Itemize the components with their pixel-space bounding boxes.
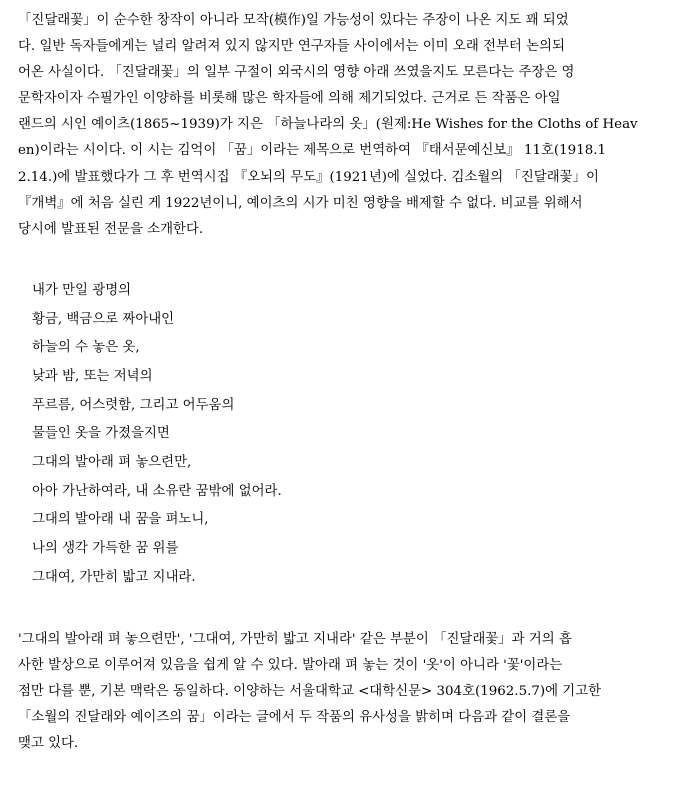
text-line: 『개벽』에 처음 실린 게 1922년이니, 예이츠의 시가 미친 영향을 배제할 수 없다. 비교를 위해서	[18, 195, 583, 211]
text-line: 사한 발상으로 이루어져 있음을 쉽게 알 수 있다. 발아래 펴 놓는 것이 '옷'이 아니라 '꽃'이라는	[18, 657, 563, 673]
poem-line: 낮과 밤, 또는 저녁의	[32, 368, 153, 384]
analysis-paragraph	[18, 627, 675, 757]
text-line: 「소월의 진달래와 예이즈의 꿈」이라는 글에서 두 작품의 유사성을 밝히며 다음과 같이 결론을	[18, 709, 571, 725]
poem-line: 그대여, 가만히 밟고 지내라.	[32, 569, 196, 585]
poem-line: 황금, 백금으로 짜아내인	[32, 311, 175, 327]
poem-line: 물들인 옷을 가졌을지면	[32, 426, 170, 442]
text-line: 당시에 발표된 전문을 소개한다.	[18, 221, 204, 237]
poem-line: 푸르름, 어스렷함, 그리고 어두움의	[32, 397, 235, 413]
text-line: 다. 일반 독자들에게는 널리 알려져 있지 않지만 연구자들 사이에서는 이미 오래 전부터 논의되	[18, 39, 565, 55]
poem-line: 하늘의 수 놓은 옷,	[32, 340, 140, 356]
intro-paragraph	[18, 8, 675, 243]
text-line: en)이라는 시이다. 이 시는 김억이 「꿈」이라는 제목으로 번역하여 『태서문예신보』 11호(1918.1	[18, 143, 607, 159]
poem-line: 내가 만일 광명의	[32, 282, 132, 298]
poem-line: 나의 생각 가득한 꿈 위를	[32, 541, 179, 557]
spacer	[18, 593, 675, 627]
poem-line: 아아 가난하여라, 내 소유란 꿈밖에 없어라.	[32, 483, 282, 499]
text-line: '그대의 발아래 펴 놓으련만', '그대여, 가만히 밟고 지내라' 같은 부분이 「진달래꽃」과 거의 흡	[18, 631, 572, 647]
text-line: 문학자이자 수필가인 이양하를 비롯해 많은 학자들에 의해 제기되었다. 근거로 든 작품은 아일	[18, 91, 561, 107]
text-line: 점만 다를 뿐, 기본 맥락은 동일하다. 이양하는 서울대학교 <대학신문> 304호(1962.5.7)에 기고한	[18, 683, 602, 699]
text-line: 맺고 있다.	[18, 735, 79, 751]
poem-line: 그대의 발아래 펴 놓으련만,	[32, 455, 192, 471]
text-line: 어온 사실이다. 「진달래꽃」의 일부 구절이 외국시의 영향 아래 쓰였을지도 모른다는 주장은 영	[18, 65, 575, 81]
quoted-poem	[18, 277, 675, 593]
text-line: 「진달래꽃」이 순수한 창작이 아니라 모작(模作)일 가능성이 있다는 주장이 나온 지도 꽤 되었	[18, 13, 569, 28]
spacer	[18, 243, 675, 277]
poem-line: 그대의 발아래 내 꿈을 펴노니,	[32, 512, 209, 528]
text-line: 랜드의 시인 예이츠(1865~1939)가 지은 「하늘나라의 옷」(원제:He Wishes for the Cloths of Heav	[18, 117, 638, 133]
text-line: 2.14.)에 발표했다가 그 후 번역시집 『오뇌의 무도』(1921년)에 실었다. 김소월의 「진달래꽃」이	[18, 169, 599, 185]
document-page	[18, 8, 675, 757]
